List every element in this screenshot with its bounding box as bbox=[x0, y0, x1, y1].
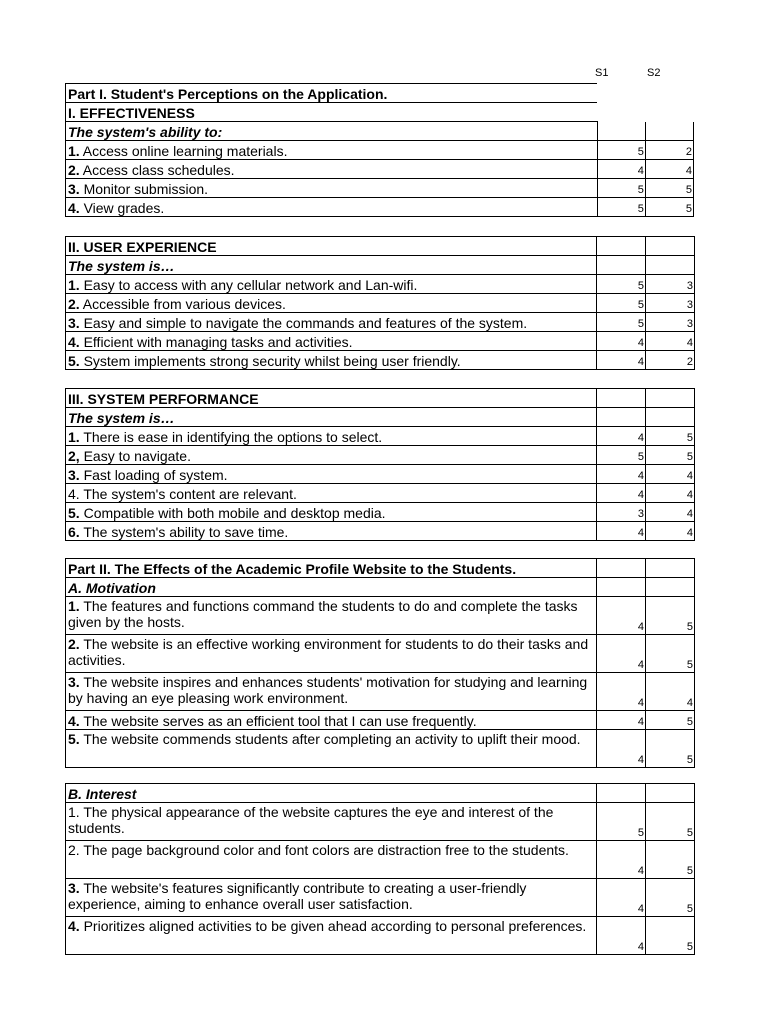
item-statement bbox=[66, 711, 597, 730]
survey-item-row bbox=[66, 275, 695, 294]
score-s2: 5 bbox=[645, 179, 693, 198]
score-s1: 5 bbox=[597, 446, 646, 465]
item-statement bbox=[66, 141, 598, 160]
score-s1: 4 bbox=[597, 635, 646, 673]
score-cell-empty bbox=[646, 408, 695, 427]
score-s1: 5 bbox=[597, 198, 645, 217]
item-text: Access online learning materials. bbox=[79, 143, 288, 159]
score-s2: 3 bbox=[646, 275, 695, 294]
score-s1: 5 bbox=[597, 313, 646, 332]
score-cell-empty bbox=[597, 389, 646, 408]
item-text: Access class schedules. bbox=[79, 162, 235, 178]
item-statement bbox=[66, 198, 598, 217]
score-s1: 5 bbox=[597, 803, 646, 841]
item-text: The features and functions command the students to do and complete the tasks given by the hosts. bbox=[68, 598, 578, 630]
score-s2: 5 bbox=[646, 803, 695, 841]
item-statement bbox=[66, 427, 597, 446]
item-statement bbox=[66, 522, 597, 541]
score-s2: 5 bbox=[646, 711, 695, 730]
score-s1: 4 bbox=[597, 730, 646, 768]
survey-item-row bbox=[66, 427, 695, 446]
survey-item-row bbox=[66, 503, 695, 522]
score-cell-empty bbox=[646, 389, 695, 408]
item-statement bbox=[66, 917, 597, 955]
item-text: Prioritizes aligned activities to be given ahead according to personal preferences. bbox=[79, 918, 587, 934]
survey-item-row bbox=[66, 803, 695, 841]
score-s1: 4 bbox=[597, 711, 646, 730]
item-number: 1. bbox=[68, 429, 80, 445]
item-text: Compatible with both mobile and desktop media. bbox=[79, 505, 386, 521]
item-text: The website serves as an efficient tool that I can use frequently. bbox=[79, 713, 477, 729]
item-text: The website commends students after completing an activity to uplift their mood. bbox=[79, 731, 581, 747]
survey-item-row bbox=[66, 711, 695, 730]
survey-item-row bbox=[66, 446, 695, 465]
item-number: 4. bbox=[68, 918, 80, 934]
item-text: There is ease in identifying the options to select. bbox=[79, 429, 383, 445]
score-s2: 5 bbox=[645, 198, 693, 217]
score-cell-empty bbox=[646, 256, 695, 275]
item-text: Easy to navigate. bbox=[79, 448, 191, 464]
survey-item-row bbox=[66, 730, 695, 768]
part-title: Part I. Student's Perceptions on the Application. bbox=[66, 84, 598, 103]
item-number: 3. bbox=[68, 467, 80, 483]
item-text: The system's ability to save time. bbox=[79, 524, 289, 540]
item-number: 3. bbox=[68, 674, 80, 690]
section-subheading: The system is… bbox=[66, 256, 597, 275]
section-heading: I. EFFECTIVENESS bbox=[66, 103, 598, 122]
item-text: Fast loading of system. bbox=[79, 467, 228, 483]
item-number: 5. bbox=[68, 731, 80, 747]
survey-item-row bbox=[66, 465, 695, 484]
score-cell-empty bbox=[597, 84, 645, 103]
score-s1: 4 bbox=[597, 484, 646, 503]
score-s2: 4 bbox=[646, 673, 695, 711]
column-header-s2: S2 bbox=[647, 67, 661, 79]
score-s2: 3 bbox=[646, 294, 695, 313]
score-s2: 5 bbox=[646, 597, 695, 635]
item-statement bbox=[66, 465, 597, 484]
item-text: 4. The system's content are relevant. bbox=[68, 486, 297, 502]
item-statement bbox=[66, 635, 597, 673]
survey-item-row bbox=[66, 141, 694, 160]
item-statement bbox=[66, 841, 597, 879]
score-s2: 5 bbox=[646, 427, 695, 446]
section-subheading: B. Interest bbox=[66, 784, 597, 803]
item-number: 3. bbox=[68, 315, 80, 331]
item-text: Efficient with managing tasks and activities. bbox=[79, 334, 353, 350]
score-cell-empty bbox=[597, 578, 646, 597]
item-number: 2, bbox=[68, 448, 80, 464]
survey-section-3 bbox=[65, 388, 695, 541]
section-subheading: A. Motivation bbox=[66, 578, 597, 597]
score-s2: 5 bbox=[646, 917, 695, 955]
section-subheading: The system's ability to: bbox=[66, 122, 598, 141]
item-statement bbox=[66, 879, 597, 917]
survey-item-row bbox=[66, 160, 694, 179]
score-s1: 5 bbox=[597, 294, 646, 313]
score-cell-empty bbox=[597, 559, 646, 578]
score-s2: 5 bbox=[646, 730, 695, 768]
score-cell-empty bbox=[597, 256, 646, 275]
score-s2: 5 bbox=[646, 879, 695, 917]
item-statement bbox=[66, 275, 597, 294]
column-header-s1: S1 bbox=[595, 67, 609, 79]
item-statement bbox=[66, 503, 597, 522]
survey-item-row bbox=[66, 597, 695, 635]
survey-item-row bbox=[66, 198, 694, 217]
score-s1: 4 bbox=[597, 917, 646, 955]
section-heading: Part II. The Effects of the Academic Profile Website to the Students. bbox=[66, 559, 597, 578]
survey-item-row bbox=[66, 673, 695, 711]
survey-item-row bbox=[66, 179, 694, 198]
score-s1: 4 bbox=[597, 522, 646, 541]
item-statement bbox=[66, 179, 598, 198]
item-text: View grades. bbox=[79, 200, 165, 216]
item-statement bbox=[66, 294, 597, 313]
item-text: Easy to access with any cellular network and Lan-wifi. bbox=[79, 277, 418, 293]
item-text: 2. The page background color and font colors are distraction free to the students. bbox=[68, 842, 569, 858]
item-number: 3. bbox=[68, 880, 80, 896]
item-number: 1. bbox=[68, 598, 80, 614]
item-statement bbox=[66, 351, 597, 370]
score-s1: 3 bbox=[597, 503, 646, 522]
score-cell-empty bbox=[646, 784, 695, 803]
score-s2: 2 bbox=[645, 141, 693, 160]
survey-item-row bbox=[66, 484, 695, 503]
score-s2: 2 bbox=[646, 351, 695, 370]
item-statement bbox=[66, 673, 597, 711]
item-text: The website's features significantly contribute to creating a user-friendly experience, aiming to enhance overall user satisfaction. bbox=[68, 880, 527, 912]
score-cell-empty bbox=[646, 559, 695, 578]
score-s1: 4 bbox=[597, 841, 646, 879]
item-text: System implements strong security whilst being user friendly. bbox=[79, 353, 461, 369]
score-s1: 4 bbox=[597, 427, 646, 446]
item-number: 4. bbox=[68, 200, 80, 216]
item-text: Monitor submission. bbox=[79, 181, 209, 197]
item-number: 4. bbox=[68, 334, 80, 350]
score-s1: 4 bbox=[597, 351, 646, 370]
score-s1: 4 bbox=[597, 879, 646, 917]
score-s1: 4 bbox=[597, 597, 646, 635]
score-s2: 5 bbox=[646, 446, 695, 465]
item-number: 3. bbox=[68, 181, 80, 197]
survey-section-1 bbox=[65, 83, 694, 217]
section-heading: III. SYSTEM PERFORMANCE bbox=[66, 389, 597, 408]
score-s2: 4 bbox=[646, 484, 695, 503]
score-cell-empty bbox=[645, 84, 693, 103]
score-cell-empty bbox=[646, 237, 695, 256]
score-cell-empty bbox=[597, 237, 646, 256]
item-statement bbox=[66, 597, 597, 635]
survey-item-row bbox=[66, 841, 695, 879]
survey-item-row bbox=[66, 917, 695, 955]
score-s1: 4 bbox=[597, 332, 646, 351]
survey-section-2 bbox=[65, 236, 695, 370]
score-s2: 3 bbox=[646, 313, 695, 332]
item-text: The website inspires and enhances students' motivation for studying and learning by having an eye pleasing work environment. bbox=[68, 674, 588, 706]
item-text: The website is an effective working environment for students to do their tasks and activities. bbox=[68, 636, 589, 668]
score-s1: 4 bbox=[597, 673, 646, 711]
section-subheading: The system is… bbox=[66, 408, 597, 427]
score-cell-empty bbox=[597, 408, 646, 427]
score-s2: 5 bbox=[646, 635, 695, 673]
score-s2: 4 bbox=[646, 503, 695, 522]
item-number: 1. bbox=[68, 143, 80, 159]
survey-section-4 bbox=[65, 558, 695, 768]
score-s2: 4 bbox=[646, 522, 695, 541]
item-text: Accessible from various devices. bbox=[79, 296, 286, 312]
score-cell-empty bbox=[646, 578, 695, 597]
item-number: 6. bbox=[68, 524, 80, 540]
item-statement bbox=[66, 313, 597, 332]
survey-item-row bbox=[66, 332, 695, 351]
score-cell-empty bbox=[645, 122, 693, 141]
survey-item-row bbox=[66, 522, 695, 541]
score-s1: 5 bbox=[597, 141, 645, 160]
item-text: 1. The physical appearance of the website captures the eye and interest of the students. bbox=[68, 804, 554, 836]
survey-item-row bbox=[66, 294, 695, 313]
item-number: 2. bbox=[68, 162, 80, 178]
survey-item-row bbox=[66, 313, 695, 332]
survey-item-row bbox=[66, 351, 695, 370]
item-number: 2. bbox=[68, 296, 80, 312]
score-cell-empty bbox=[597, 103, 645, 122]
score-s2: 4 bbox=[645, 160, 693, 179]
item-statement bbox=[66, 160, 598, 179]
score-s1: 4 bbox=[597, 160, 645, 179]
item-number: 2. bbox=[68, 636, 80, 652]
item-number: 5. bbox=[68, 353, 80, 369]
score-s1: 5 bbox=[597, 275, 646, 294]
score-cell-empty bbox=[597, 784, 646, 803]
item-text: Easy and simple to navigate the commands and features of the system. bbox=[79, 315, 528, 331]
survey-item-row bbox=[66, 879, 695, 917]
item-number: 5. bbox=[68, 505, 80, 521]
score-cell-empty bbox=[645, 103, 693, 122]
item-statement bbox=[66, 803, 597, 841]
score-cell-empty bbox=[597, 122, 645, 141]
score-s2: 5 bbox=[646, 841, 695, 879]
section-heading: II. USER EXPERIENCE bbox=[66, 237, 597, 256]
score-s2: 4 bbox=[646, 332, 695, 351]
item-number: 1. bbox=[68, 277, 80, 293]
score-s1: 5 bbox=[597, 179, 645, 198]
survey-section-5 bbox=[65, 783, 695, 955]
item-statement bbox=[66, 332, 597, 351]
item-statement bbox=[66, 446, 597, 465]
item-statement bbox=[66, 730, 597, 768]
item-statement bbox=[66, 484, 597, 503]
score-s1: 4 bbox=[597, 465, 646, 484]
survey-item-row bbox=[66, 635, 695, 673]
score-s2: 4 bbox=[646, 465, 695, 484]
item-number: 4. bbox=[68, 713, 80, 729]
